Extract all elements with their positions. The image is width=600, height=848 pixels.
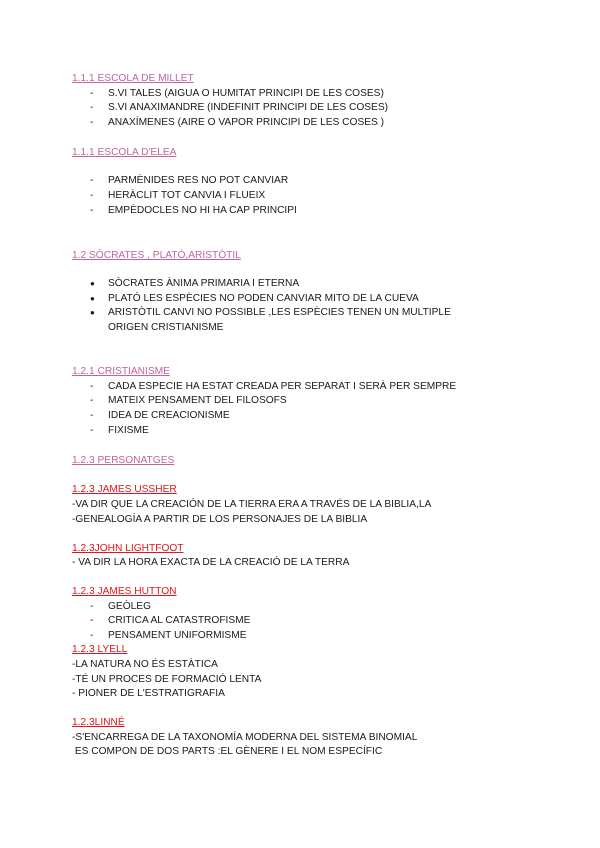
text-line: -TÉ UN PROCES DE FORMACIÓ LENTA [72,674,262,685]
dash-marker: - [90,175,94,186]
section-heading-millet: 1.1.1 ESCOLA DE MILLET [72,73,194,84]
list-item-text: S.VI ANAXIMANDRE (INDEFINIT PRINCIPI DE LES COSES) [108,102,389,113]
section-heading-personatges: 1.2.3 PERSONATGES [72,455,175,466]
dash-marker: - [90,630,94,641]
list-item-text: ORIGEN CRISTIANISME [108,322,224,333]
section-heading-elea: 1.1.1 ESCOLA D'ELEA [72,147,177,158]
dash-marker: - [90,615,94,626]
list-item-text: FIXISME [108,425,149,436]
list-item-text: IDEA DE CREACIONISME [108,410,230,421]
list-item-text: CADA ESPECIE HA ESTAT CREADA PER SEPARAT I SERÀ PER SEMPRE [108,381,457,392]
dash-marker: - [90,381,94,392]
list-item-text: HERÀCLIT TOT CANVIA I FLUEIX [108,190,266,201]
list-item-text: S.VI TALES (AIGUA O HUMITAT PRINCIPI DE LES COSES) [108,88,384,99]
text-line: -S'ENCARREGA DE LA TAXONOMÍA MODERNA DEL SISTEMA BINOMIAL [72,732,418,743]
list-item-text: GEÒLEG [108,601,152,612]
text-line: - PIONER DE L'ESTRATIGRAFIA [72,688,225,699]
bullet-marker: ● [90,308,95,317]
dash-marker: - [90,117,94,128]
list-item-text: PARMÈNIDES RES NO POT CANVIAR [108,175,289,186]
text-line: -VA DIR QUE LA CREACIÓN DE LA TIERRA ERA A TRAVÉS DE LA BIBLIA,LA [72,499,432,510]
list-item-text: EMPÈDOCLES NO HI HA CAP PRINCIPI [108,205,297,216]
section-heading-linne: 1.2.3LINNÉ [72,717,125,728]
list-item-text: PLATÓ LES ESPÈCIES NO PODEN CANVIAR MITO DE LA CUEVA [108,293,419,304]
list-item-text: MATEIX PENSAMENT DEL FILOSOFS [108,395,287,406]
dash-marker: - [90,601,94,612]
dash-marker: - [90,88,94,99]
section-heading-socrates: 1.2 SÒCRATES , PLATÓ,ARISTÒTIL [72,250,241,261]
section-heading-lightfoot: 1.2.3JOHN LIGHTFOOT [72,543,184,554]
list-item-text: CRITICA AL CATASTROFISME [108,615,251,626]
text-line: ES COMPON DE DOS PARTS :EL GÈNERE I EL NOM ESPECÍFIC [72,746,383,757]
list-item-text: ANAXÍMENES (AIRE O VAPOR PRINCIPI DE LES COSES ) [108,117,385,128]
section-heading-ussher: 1.2.3 JAMES USSHER [72,484,177,495]
section-heading-lyell: 1.2.3 LYELL [72,644,128,655]
dash-marker: - [90,190,94,201]
bullet-marker: ● [90,279,95,288]
list-item-text: PENSAMENT UNIFORMISME [108,630,247,641]
text-line: - VA DIR LA HORA EXACTA DE LA CREACIÓ DE LA TERRA [72,557,350,568]
text-line: -LA NATURA NO ÉS ESTÀTICA [72,659,218,670]
dash-marker: - [90,410,94,421]
section-heading-hutton: 1.2.3 JAMES HUTTON [72,586,177,597]
section-heading-cristianisme: 1.2.1 CRISTIANISME [72,366,170,377]
list-item-text: SÒCRATES ÀNIMA PRIMARIA I ETERNA [108,278,300,289]
dash-marker: - [90,102,94,113]
bullet-marker: ● [90,294,95,303]
dash-marker: - [90,205,94,216]
dash-marker: - [90,395,94,406]
text-line: -GENEALOGÍA A PARTIR DE LOS PERSONAJES DE LA BIBLIA [72,514,368,525]
dash-marker: - [90,425,94,436]
list-item-text: ARISTÒTIL CANVI NO POSSIBLE ,LES ESPÈCIES TENEN UN MULTIPLE [108,307,451,318]
